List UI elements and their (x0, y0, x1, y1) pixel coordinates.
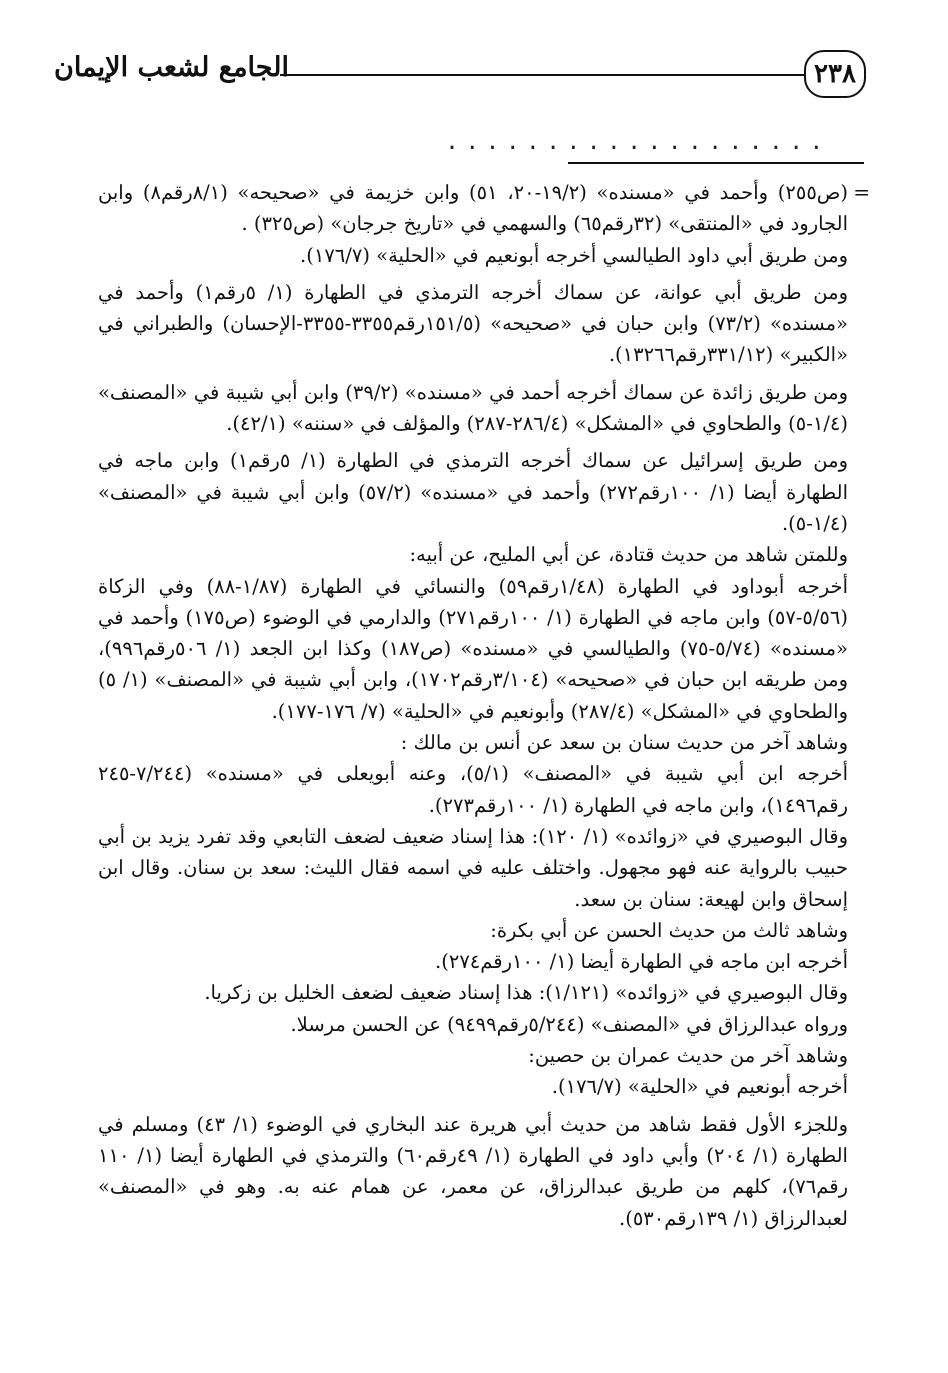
footnote-paragraph: ومن طريق أبي داود الطيالسي أخرجه أبونعيم في «الحلية» (١٧٦/٧). (300, 243, 848, 267)
footnote-paragraph: ومن طريق زائدة عن سماك أخرجه أحمد في «مسنده» (٣٩/٢) وابن أبي شيبة في «المصنف» (١/٤-٥) والطحاوي في «المشكل» (٢٨٦/٤-٢٨٧) والمؤلف في «سننه» (٤٢/١). (98, 380, 848, 436)
footnote-paragraph: وشاهد آخر من حديث عمران بن حصين: (528, 1044, 848, 1068)
footnote-paragraph: (ص٢٥٥) وأحمد في «مسنده» (١٩/٢-٢٠، ٥١) وابن خزيمة في «صحيحه» (٨/١رقم٨) وابن الجارود في «المنتقى» (٣٢رقم٦٥) والسهمي في «تاريخ جرجان» (ص٣٢٥) . (98, 181, 848, 236)
header-rule (280, 74, 804, 76)
continuation-mark: = (853, 180, 870, 204)
footnote-paragraph: أخرجه ابن ماجه في الطهارة أيضا (١/ ١٠٠رقم٢٧٤). (435, 950, 848, 974)
footnote-paragraph: أخرجه أبوداود في الطهارة (١/٤٨رقم٥٩) والنسائي في الطهارة (١/٨٧-٨٨) وفي الزكاة (٥/٥٦-٥٧) وابن ماجه في الطهارة (١/ ١٠٠رقم٢٧١) والدارمي في الوضوء (ص١٧٥) وأحمد في «مسنده» (٥/٧٤-٧٥) والطيالسي في «مسنده» (ص١٨٧) وكذا ابن الجعد (١/ ٥٠٦رقم٩٩٦)، ومن طريقه ابن حبان في «صحيحه» (٣/١٠٤رقم١٧٠٢)، وابن أبي شيبة في «المصنف» (١/ ٥) والطحاوي في «المشكل» (٢٨٧/٤) وأبونعيم في «الحلية» (٧/ ١٧٦-١٧٧). (98, 574, 848, 723)
running-title: الجامع لشعب الإيمان (54, 52, 289, 83)
footnote-paragraph: وللجزء الأول فقط شاهد من حديث أبي هريرة عند البخاري في الوضوء (١/ ٤٣) ومسلم في الطهارة (١/ ٢٠٤) وأبي داود في الطهارة (١/ ٤٩رقم٦٠) والترمذي في الطهارة أيضا (١/ ١١٠ رقم٧٦)، كلهم من طريق عبدالرزاق، عن معمر، عن همام عنه به. وهو في «المصنف» لعبدالرزاق (١/ ١٣٩رقم٥٣٠). (98, 1112, 848, 1230)
footnote-paragraph: وللمتن شاهد من حديث قتادة، عن أبي المليح، عن أبيه: (409, 543, 848, 567)
page-number: ٢٣٨ (804, 50, 866, 98)
footnote-paragraph: أخرجه ابن أبي شيبة في «المصنف» (٥/١)، وعنه أبويعلى في «مسنده» (٧/٢٤٤-٢٤٥ رقم١٤٩٦)، وابن ماجه في الطهارة (١/ ١٠٠رقم٢٧٣). (98, 762, 849, 817)
footnote-paragraph: ورواه عبدالرزاق في «المصنف» (٥/٢٤٤رقم٩٤٩٩) عن الحسن مرسلا. (290, 1012, 848, 1036)
footnote-paragraph: وقال البوصيري في «زوائده» (١/١٢١): هذا إسناد ضعيف لضعف الخليل بن زكريا. (204, 981, 848, 1005)
footnote-paragraph: ومن طريق إسرائيل عن سماك أخرجه الترمذي في الطهارة (١/ ٥رقم١) وابن ماجه في الطهارة أيضا (١/ ١٠٠رقم٢٧٢) وأحمد في «مسنده» (٥٧/٢) وابن أبي شيبة في «المصنف» (١/٤-٥). (98, 449, 849, 535)
footnote-paragraph: ومن طريق أبي عوانة، عن سماك أخرجه الترمذي في الطهارة (١/ ٥رقم١) وأحمد في «مسنده» (٧٣/٢) وابن حبان في «صحيحه» (١٥١/٥رقم٣٣٥٥-٣٣٥٥-الإحسان) والطبراني في «الكبير» (٣٣١/١٢رقم١٣٢٦٦). (98, 280, 849, 367)
page-header (50, 40, 870, 112)
footnote-paragraph: وشاهد ثالث من حديث الحسن عن أبي بكرة: (490, 918, 848, 942)
footnote-paragraph: وشاهد آخر من حديث سنان بن سعد عن أنس بن مالك : (400, 731, 848, 755)
footnote-text (98, 177, 870, 1234)
footnote-paragraph: وقال البوصيري في «زوائده» (١/ ١٢٠): هذا إسناد ضعيف لضعف التابعي وقد تفرد يزيد بن أبي حبيب بالرواية عنه فهو مجهول. واختلف عليه في اسمه فقال الليث: سعد بن سنان. وقال ابن إسحاق وابن لهيعة: سنان بن سعد. (98, 824, 848, 911)
footnote-separator-rule (568, 162, 864, 164)
footnote-paragraph: أخرجه أبونعيم في «الحلية» (١٧٦/٧). (551, 1075, 848, 1099)
footnote-dots: ................... (445, 130, 830, 155)
